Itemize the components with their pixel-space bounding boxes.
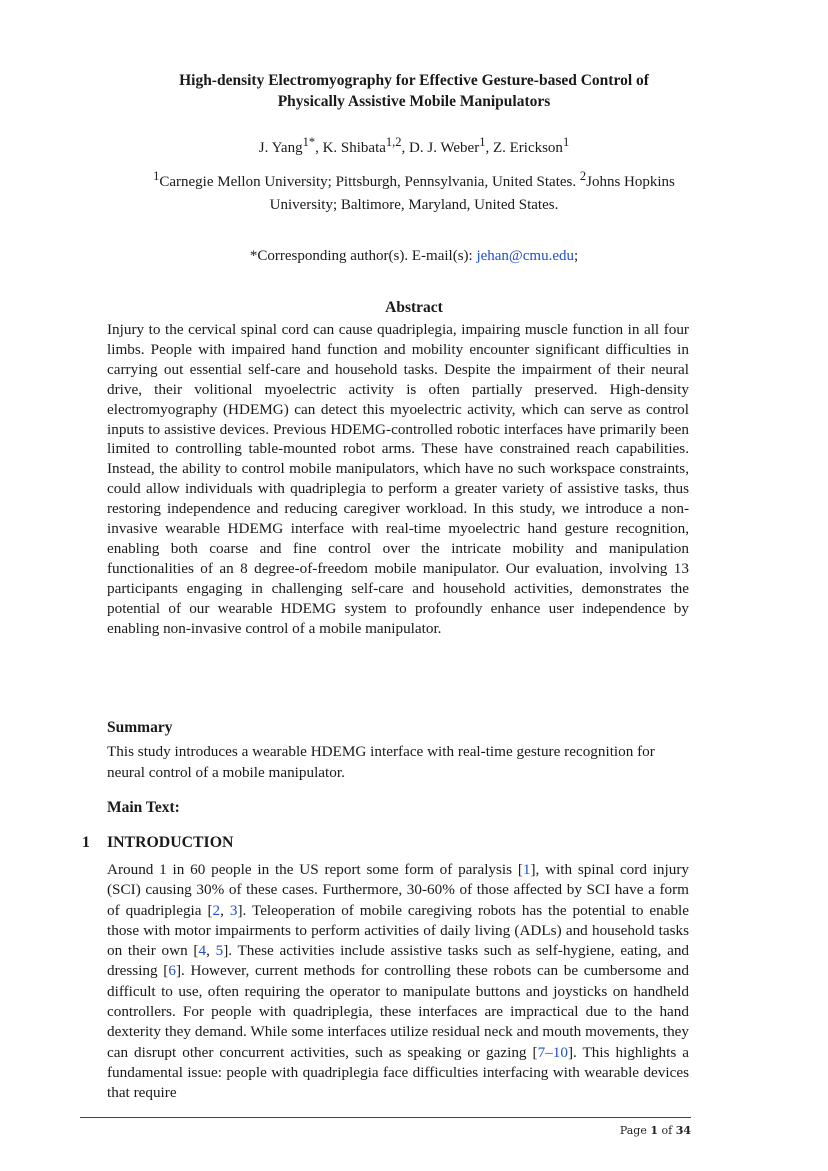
intro-text-segment: ]. These activities include assistive tasks such as self-hygiene, eating, and dressing [ xyxy=(107,942,690,980)
main-text-heading: Main Text: xyxy=(107,799,180,816)
introduction-text xyxy=(107,860,689,1104)
corresponding-label: *Corresponding author(s). E-mail(s): xyxy=(249,248,477,264)
intro-text-segment: ]. However, current methods for controlling these robots can be cumbersome and difficult to use, often requiring the operator to manipulate buttons and joysticks on handheld controllers. For people with quadriplegia, these interfaces are impractical due to the hand dexterity they demand. While some interfaces utilize residual neck and mouth movements, they can disrupt other concurrent activities, such as speaking or gazing [ xyxy=(107,962,689,1061)
paper-title xyxy=(100,70,728,112)
intro-text-segment: ], with spinal cord injury (SCI) causing 30% of these cases. Furthermore, 30-60% of those affected by SCI have a form of quadriplegia [ xyxy=(107,861,689,919)
author-list: J. Yang$^{1*}$, K. Shibata$^{1,2}$, D. J. Weber$^1$, Z. Erickson$^1$ xyxy=(258,135,570,156)
page-label: Page xyxy=(619,1124,651,1137)
intro-text-segment: , xyxy=(220,901,230,919)
section-number: 1 xyxy=(82,834,90,851)
page-number xyxy=(620,1123,691,1139)
footer-divider xyxy=(80,1117,691,1118)
author-name: J. Yang xyxy=(258,140,303,156)
summary-text: This study introduces a wearable HDEMG interface with real-time gesture recognition for neural control of a mobile manipulator. xyxy=(107,743,655,781)
citation-link[interactable]: 3 xyxy=(229,901,238,919)
affiliation-text: Carnegie Mellon University; Pittsburgh, Pennsylvania, United States. xyxy=(159,174,580,190)
intro-text-segment: , xyxy=(206,942,216,960)
author-affiliation-mark: 1 xyxy=(562,135,570,149)
author-affiliation-mark: 1 xyxy=(479,135,486,149)
citation-link[interactable]: 1 xyxy=(522,861,531,878)
paper-title-line-2: Physically Assistive Mobile Manipulators xyxy=(277,93,551,110)
citation-link[interactable]: 5 xyxy=(215,942,224,960)
author-name: K. Shibata xyxy=(322,140,386,156)
citation-link[interactable]: 7–10 xyxy=(537,1043,568,1061)
citation-link[interactable]: 4 xyxy=(198,942,207,960)
abstract-heading: Abstract xyxy=(385,299,443,316)
abstract-text: Injury to the cervical spinal cord can cause quadriplegia, impairing muscle function in all four limbs. People with impaired hand function and mobility encounter significant difficulties in carrying out essential self-care and household tasks. Despite the impairment of their neural drive, their volitional myoelectric activity is often partially preserved. High-density electromyography (HDEMG) can detect this myoelectric activity, which can serve as control inputs to assistive devices. Previous HDEMG-controlled robotic interfaces have primarily been limited to controlling table-mounted robot arms. These have constrained reach capabilities. Instead, the ability to control mobile manipulators, which have no such workspace constraints, could allow individuals with quadriplegia to perform a greater variety of assistive tasks, thus restoring independence and reducing caregiver workload. In this study, we introduce a non-invasive wearable HDEMG interface with real-time myoelectric hand gesture recognition, enabling both coarse and fine control over the intricate mobility and manipulation functionalities of an 8 degree-of-freedom mobile manipulator. Our evaluation, involving 13 participants engaging in challenging self-care and household activities, demonstrates the potential of our wearable HDEMG system to profoundly enhance user independence by enabling non-invasive control of a mobile manipulator. xyxy=(107,321,689,637)
affiliation-text: Johns Hopkins xyxy=(586,174,675,190)
affiliation-mark: 1 xyxy=(153,169,160,183)
page-separator: of xyxy=(658,1124,676,1137)
intro-text-segment: ]. Teleoperation of mobile caregiving robots has the potential to enable those with motor impairments to perform activities of daily living (ADLs) and household tasks on their own [ xyxy=(107,901,690,960)
intro-text-segment: ]. This highlights a fundamental issue: people with quadriplegia face difficulties interfacing with wearable devices that require xyxy=(107,1043,689,1102)
email-link[interactable]: jehan@cmu.edu xyxy=(476,248,574,264)
intro-text-segment: Around 1 in 60 people in the US report some form of paralysis [ xyxy=(107,861,523,878)
paper-title-line-1: High-density Electromyography for Effective Gesture-based Control of xyxy=(179,72,649,89)
affiliations xyxy=(100,165,728,217)
author-name: D. J. Weber xyxy=(409,140,480,156)
author-affiliation-mark: 1* xyxy=(302,135,316,149)
corresponding-author xyxy=(100,246,728,266)
affiliation-text: University; Baltimore, Maryland, United States. xyxy=(269,197,559,213)
corresponding-trail: ; xyxy=(573,248,579,264)
author-name: Z. Erickson xyxy=(492,140,563,156)
summary-heading: Summary xyxy=(107,719,173,736)
page-current: 1 xyxy=(650,1124,658,1137)
affiliation-mark: 2 xyxy=(579,169,587,183)
citation-link[interactable]: 2 xyxy=(212,901,221,919)
section-title: INTRODUCTION xyxy=(107,834,234,851)
page-total: 34 xyxy=(675,1124,691,1137)
citation-link[interactable]: 6 xyxy=(168,962,176,980)
author-affiliation-mark: 1,2 xyxy=(385,135,402,149)
